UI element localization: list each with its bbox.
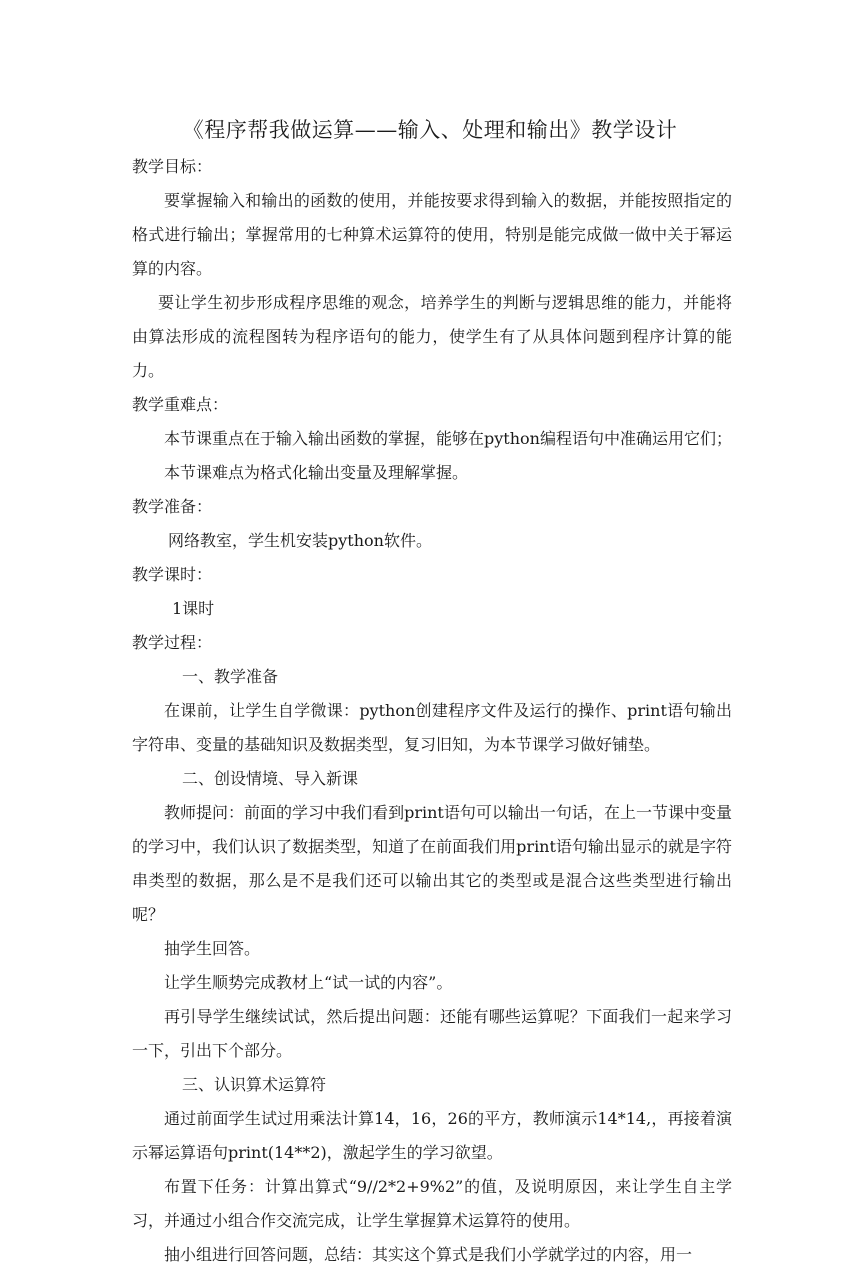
- paragraph: 让学生顺势完成教材上“试一试的内容”。: [164, 973, 453, 992]
- paragraph: 抽学生回答。: [164, 939, 261, 958]
- paragraph: 通过前面学生试过用乘法计算14，16，26的平方，教师演示14*14,，再接着演示幂运算语句print(14**2)，激起学生的学习欲望。: [132, 1109, 732, 1162]
- paragraph: 要让学生初步形成程序思维的观念，培养学生的判断与逻辑思维的能力，并能将由算法形成的流程图转为程序语句的能力，使学生有了从具体问题到程序计算的能力。: [132, 293, 732, 380]
- heading-class-hours: 教学课时：: [132, 565, 213, 584]
- paragraph: 要掌握输入和输出的函数的使用，并能按要求得到输入的数据，并能按照指定的格式进行输出；掌握常用的七种算术运算符的使用，特别是能完成做一做中关于幂运算的内容。: [132, 191, 732, 278]
- paragraph: 再引导学生继续试试，然后提出问题：还能有哪些运算呢？下面我们一起来学习一下，引出下个部分。: [132, 1007, 732, 1060]
- paragraph: 本节课重点在于输入输出函数的掌握，能够在python编程语句中准确运用它们；: [164, 429, 732, 448]
- document-title: 《程序帮我做运算——输入、处理和输出》教学设计: [182, 118, 678, 142]
- paragraph: 教师提问：前面的学习中我们看到print语句可以输出一句话，在上一节课中变量的学习中，我们认识了数据类型，知道了在前面我们用print语句输出显示的就是字符串类型的数据，那么是不是我们还可以输出其它的类型或是混合这些类型进行输出呢？: [132, 803, 732, 924]
- document-body: [132, 150, 732, 1272]
- paragraph: 抽小组进行回答问题，总结：其实这个算式是我们小学就学过的内容，用一: [164, 1245, 693, 1264]
- heading-teaching-goals: 教学目标：: [132, 157, 213, 176]
- section-heading: 二、创设情境、导入新课: [182, 769, 359, 788]
- paragraph: 在课前，让学生自学微课：python创建程序文件及运行的操作、print语句输出字符串、变量的基础知识及数据类型，复习旧知，为本节课学习做好铺垫。: [132, 701, 732, 754]
- paragraph: 布置下任务：计算出算式“9//2*2+9%2”的值，及说明原因，来让学生自主学习，并通过小组合作交流完成，让学生掌握算术运算符的使用。: [132, 1177, 732, 1230]
- paragraph: 本节课难点为格式化输出变量及理解掌握。: [164, 463, 469, 482]
- paragraph: 1课时: [172, 599, 215, 618]
- heading-preparation: 教学准备：: [132, 497, 213, 516]
- heading-teaching-process: 教学过程：: [132, 633, 213, 652]
- section-heading: 一、教学准备: [182, 667, 279, 686]
- heading-key-difficulties: 教学重难点：: [132, 395, 229, 414]
- paragraph: 网络教室，学生机安装python软件。: [168, 531, 432, 550]
- section-heading: 三、认识算术运算符: [182, 1075, 327, 1094]
